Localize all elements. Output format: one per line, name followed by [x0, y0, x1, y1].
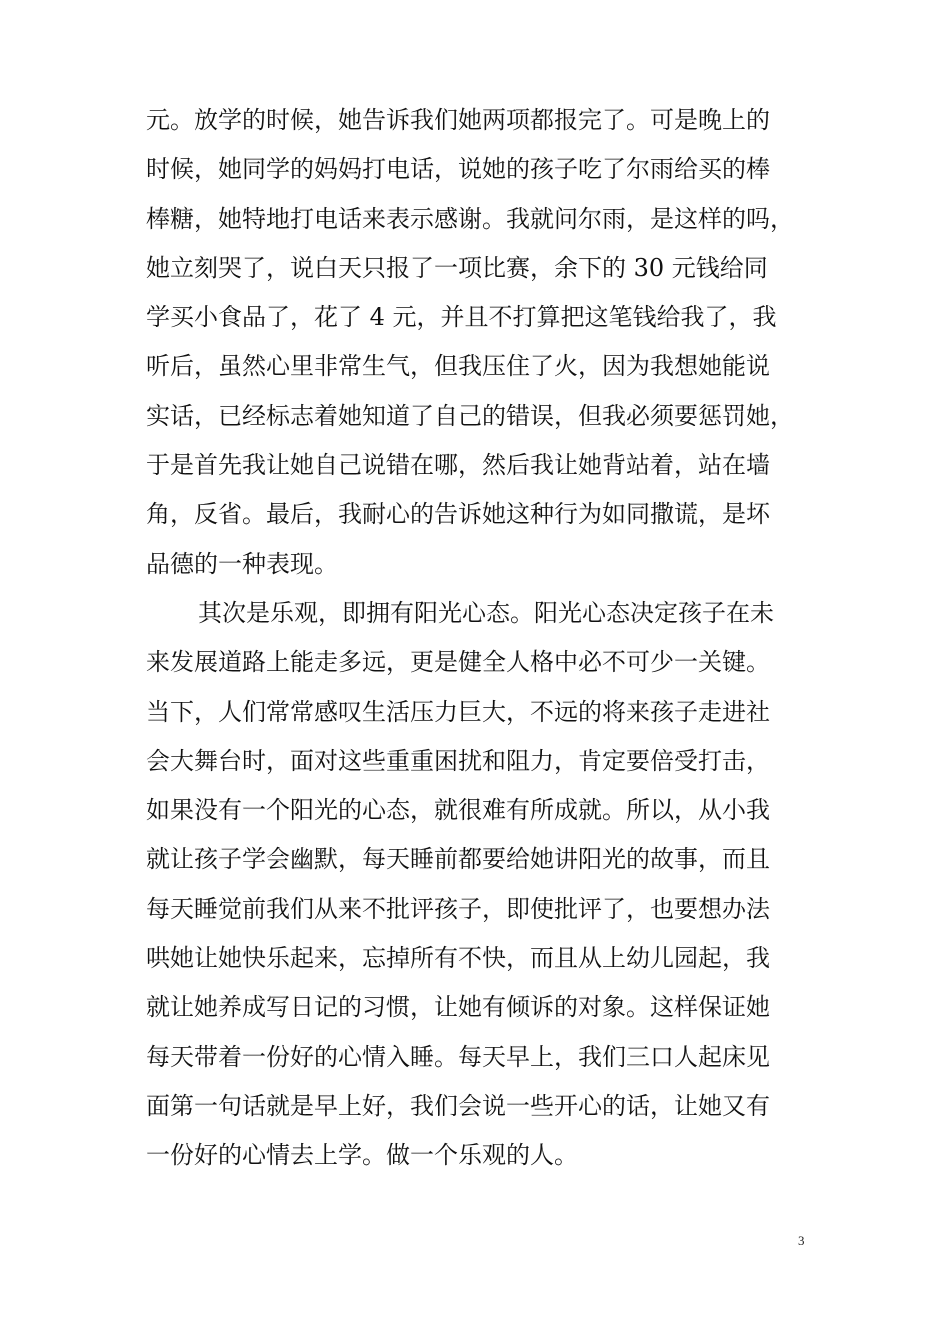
text-line: 时候，她同学的妈妈打电话，说她的孩子吃了尔雨给买的棒	[146, 155, 770, 184]
text-line: 品德的一种表现。	[146, 549, 338, 578]
paragraph-1	[146, 96, 806, 589]
text-line: 元。放学的时候，她告诉我们她两项都报完了。可是晚上的	[146, 106, 770, 134]
text-line: 就让她养成写日记的习惯，让她有倾诉的对象。这样保证她	[146, 993, 770, 1022]
text-line: 来发展道路上能走多远，更是健全人格中必不可少一关键。	[146, 648, 770, 677]
text-line: 她立刻哭了，说白天只报了一项比赛，余下的 30 元钱给同	[146, 253, 768, 282]
text-line: 每天睡觉前我们从来不批评孩子，即使批评了，也要想办法	[146, 894, 770, 923]
text-line: 会大舞台时，面对这些重重困扰和阻力，肯定要倍受打击，	[146, 746, 770, 775]
text-line: 实话，已经标志着她知道了自己的错误，但我必须要惩罚她，	[146, 401, 794, 430]
text-line: 听后，虽然心里非常生气，但我压住了火，因为我想她能说	[146, 352, 770, 381]
text-line: 就让孩子学会幽默，每天睡前都要给她讲阳光的故事，而且	[146, 845, 770, 874]
text-line: 一份好的心情去上学。做一个乐观的人。	[146, 1141, 578, 1170]
text-line: 学买小食品了，花了 4 元，并且不打算把这笔钱给我了，我	[146, 303, 777, 332]
text-line: 哄她让她快乐起来，忘掉所有不快，而且从上幼儿园起，我	[146, 944, 770, 973]
page-number: 3	[798, 1233, 805, 1248]
text-line: 当下，人们常常感叹生活压力巨大，不远的将来孩子走进社	[146, 697, 770, 726]
text-line: 角，反省。最后，我耐心的告诉她这种行为如同撒谎，是坏	[146, 500, 770, 529]
body-text	[146, 96, 806, 1181]
text-line-indented: 其次是乐观，即拥有阳光心态。阳光心态决定孩子在未	[198, 598, 774, 627]
text-line: 如果没有一个阳光的心态，就很难有所成就。所以，从小我	[146, 796, 770, 825]
paragraph-2	[146, 589, 806, 1181]
text-line: 每天带着一份好的心情入睡。每天早上，我们三口人起床见	[146, 1042, 770, 1071]
text-line: 面第一句话就是早上好，我们会说一些开心的话，让她又有	[146, 1091, 770, 1120]
text-line: 于是首先我让她自己说错在哪，然后我让她背站着，站在墙	[146, 451, 770, 480]
text-line: 棒糖，她特地打电话来表示感谢。我就问尔雨，是这样的吗，	[146, 204, 794, 233]
